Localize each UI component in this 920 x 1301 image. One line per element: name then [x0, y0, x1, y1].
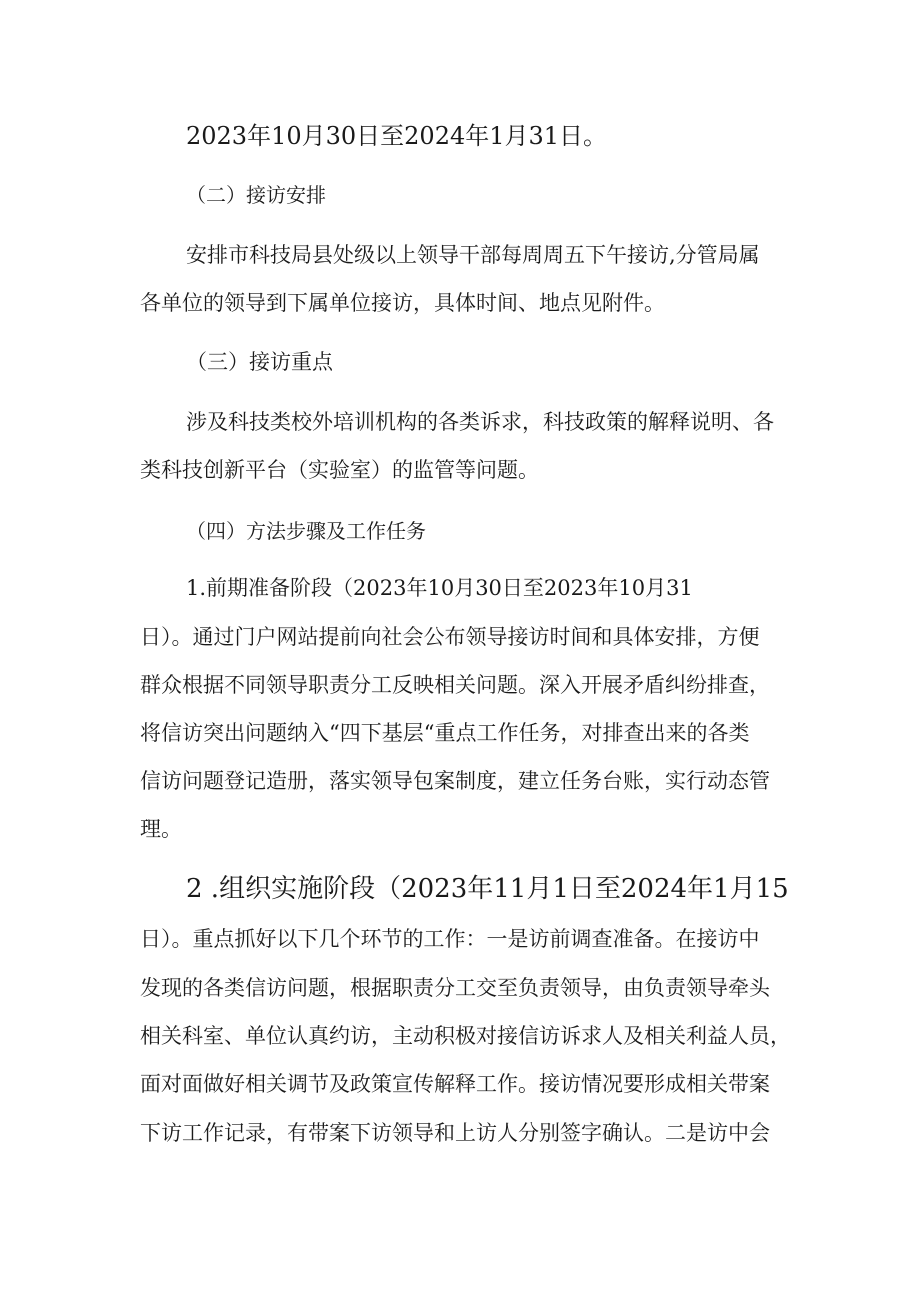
paragraph-line: 面对面做好相关调节及政策宣传解释工作。接访情况要形成相关带案 [140, 1072, 770, 1096]
paragraph-line: 信访问题登记造册，落实领导包案制度，建立任务台账，实行动态管 [140, 769, 770, 793]
paragraph-line: 各单位的领导到下属单位接访，具体时间、地点见附件。 [140, 291, 665, 315]
paragraph-line: 理。 [140, 817, 182, 841]
paragraph-line: 发现的各类信访问题，根据职责分工交至负责领导，由负责领导牵头 [140, 976, 770, 1000]
paragraph-line: 将信访突出问题纳入“四下基层“重点工作任务，对排查出来的各类 [140, 721, 750, 745]
paragraph-line: 涉及科技类校外培训机构的各类诉求，科技政策的解释说明、各 [186, 410, 774, 434]
paragraph-line: 下访工作记录，有带案下访领导和上访人分别签字确认。二是访中会 [140, 1121, 770, 1145]
section-heading-reception-focus: （三）接访重点 [186, 350, 333, 374]
paragraph-line: 群众根据不同领导职责分工反映相关问题。深入开展矛盾纠纷排查， [140, 673, 770, 697]
paragraph-line: 相关科室、单位认真约访，主动积极对接信访诉求人及相关利益人员， [140, 1024, 791, 1048]
section-heading-methods-and-tasks: （四）方法步骤及工作任务 [186, 519, 426, 543]
paragraph-line: 2 .组织实施阶段（2023年11月1日至2024年1月15 [186, 874, 789, 904]
paragraph-line: 安排市科技局县处级以上领导干部每周周五下午接访,分管局属 [186, 243, 760, 267]
date-range-line: 2023年10月30日至2024年1月31日。 [186, 122, 608, 150]
paragraph-line: 日）。重点抓好以下几个环节的工作：一是访前调查准备。在接访中 [140, 927, 760, 951]
paragraph-line: 类科技创新平台（实验室）的监管等问题。 [140, 458, 539, 482]
section-heading-reception-arrangement: （二）接访安排 [186, 183, 326, 207]
paragraph-line: 日）。通过门户网站提前向社会公布领导接访时间和具体安排，方便 [140, 625, 760, 649]
paragraph-line: 1.前期准备阶段（2023年10月30日至2023年10月31 [186, 576, 693, 600]
